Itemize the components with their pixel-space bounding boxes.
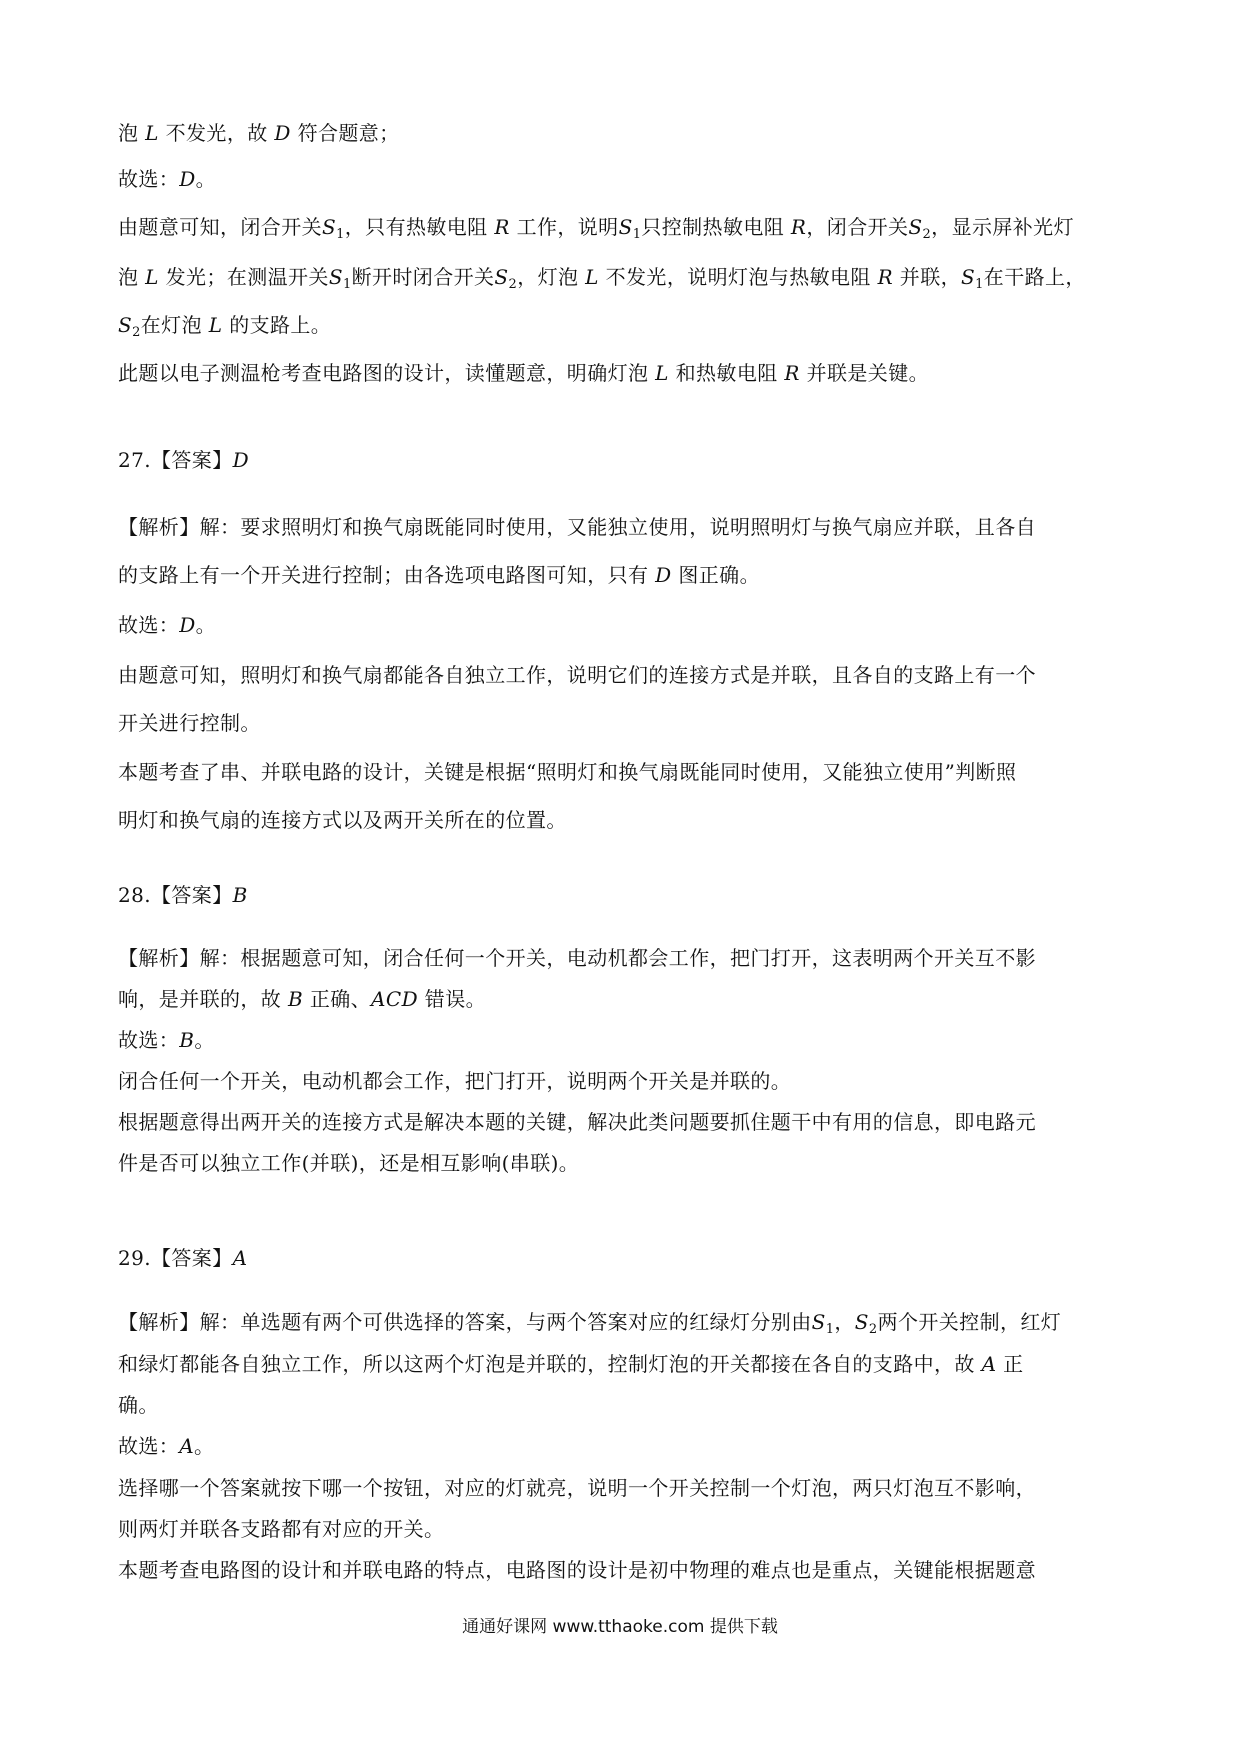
text-line: 闭合任何一个开关，电动机都会工作，把门打开，说明两个开关是并联的。	[118, 1069, 792, 1093]
text-line: 泡 L 不发光，故 D 符合题意；	[118, 121, 400, 145]
text-line: 故选：B。	[118, 1028, 215, 1052]
text-line: 则两灯并联各支路都有对应的开关。	[118, 1517, 445, 1541]
text-line: 选择哪一个答案就按下哪一个按钮，对应的灯就亮，说明一个开关控制一个灯泡，两只灯泡互不影响，	[118, 1476, 1036, 1500]
text-line: 根据题意得出两开关的连接方式是解决本题的关键，解决此类问题要抓住题干中有用的信息，即电路元	[118, 1110, 1036, 1134]
text-line: 确。	[118, 1393, 159, 1417]
page-footer: 通通好课网 www.tthaoke.com 提供下载	[462, 1617, 778, 1637]
text-line: 27.【答案】D	[118, 448, 250, 472]
text-line: 故选：D。	[118, 613, 217, 637]
text-line: 由题意可知，闭合开关$S_1$，只有热敏电阻 R 工作，说明$S_1$只控制热敏电阻 R，闭合开关$S_2$，显示屏补光灯	[118, 215, 1074, 242]
text-line: 【解析】解：要求照明灯和换气扇既能同时使用，又能独立使用，说明照明灯与换气扇应并联，且各自	[118, 515, 1036, 539]
text-line: 开关进行控制。	[118, 711, 261, 735]
text-line: 【解析】解：单选题有两个可供选择的答案，与两个答案对应的红绿灯分别由$S_1$，$S_2$两个开关控制，红灯	[118, 1310, 1062, 1337]
text-line: 故选：A。	[118, 1434, 215, 1458]
text-line: 29.【答案】A	[118, 1246, 248, 1270]
text-line: 故选：D。	[118, 167, 217, 191]
text-line: 【解析】解：根据题意可知，闭合任何一个开关，电动机都会工作，把门打开，这表明两个开关互不影	[118, 946, 1036, 970]
text-line: 泡 L 发光；在测温开关$S_1$断开时闭合开关$S_2$，灯泡 L 不发光，说明灯泡与热敏电阻 R 并联，$S_1$在干路上，	[118, 265, 1086, 292]
text-line: 28.【答案】B	[118, 883, 248, 907]
text-line: 此题以电子测温枪考查电路图的设计，读懂题意，明确灯泡 L 和热敏电阻 R 并联是关键。	[118, 361, 930, 385]
text-line: 明灯和换气扇的连接方式以及两开关所在的位置。	[118, 808, 567, 832]
text-line: 响，是并联的，故 B 正确、ACD 错误。	[118, 987, 486, 1011]
text-line: 和绿灯都能各自独立工作，所以这两个灯泡是并联的，控制灯泡的开关都接在各自的支路中，故 A 正	[118, 1352, 1024, 1376]
text-line: 本题考查了串、并联电路的设计，关键是根据“照明灯和换气扇既能同时使用，又能独立使用”判断照	[118, 760, 1017, 784]
text-line: 由题意可知，照明灯和换气扇都能各自独立工作，说明它们的连接方式是并联，且各自的支路上有一个	[118, 663, 1036, 687]
text-line: $S_2$在灯泡 L 的支路上。	[118, 313, 332, 340]
text-line: 件是否可以独立工作(并联)，还是相互影响(串联)。	[118, 1151, 580, 1175]
text-line: 本题考查电路图的设计和并联电路的特点，电路图的设计是初中物理的难点也是重点，关键能根据题意	[118, 1558, 1036, 1582]
text-line: 的支路上有一个开关进行控制；由各选项电路图可知，只有 D 图正确。	[118, 563, 760, 587]
